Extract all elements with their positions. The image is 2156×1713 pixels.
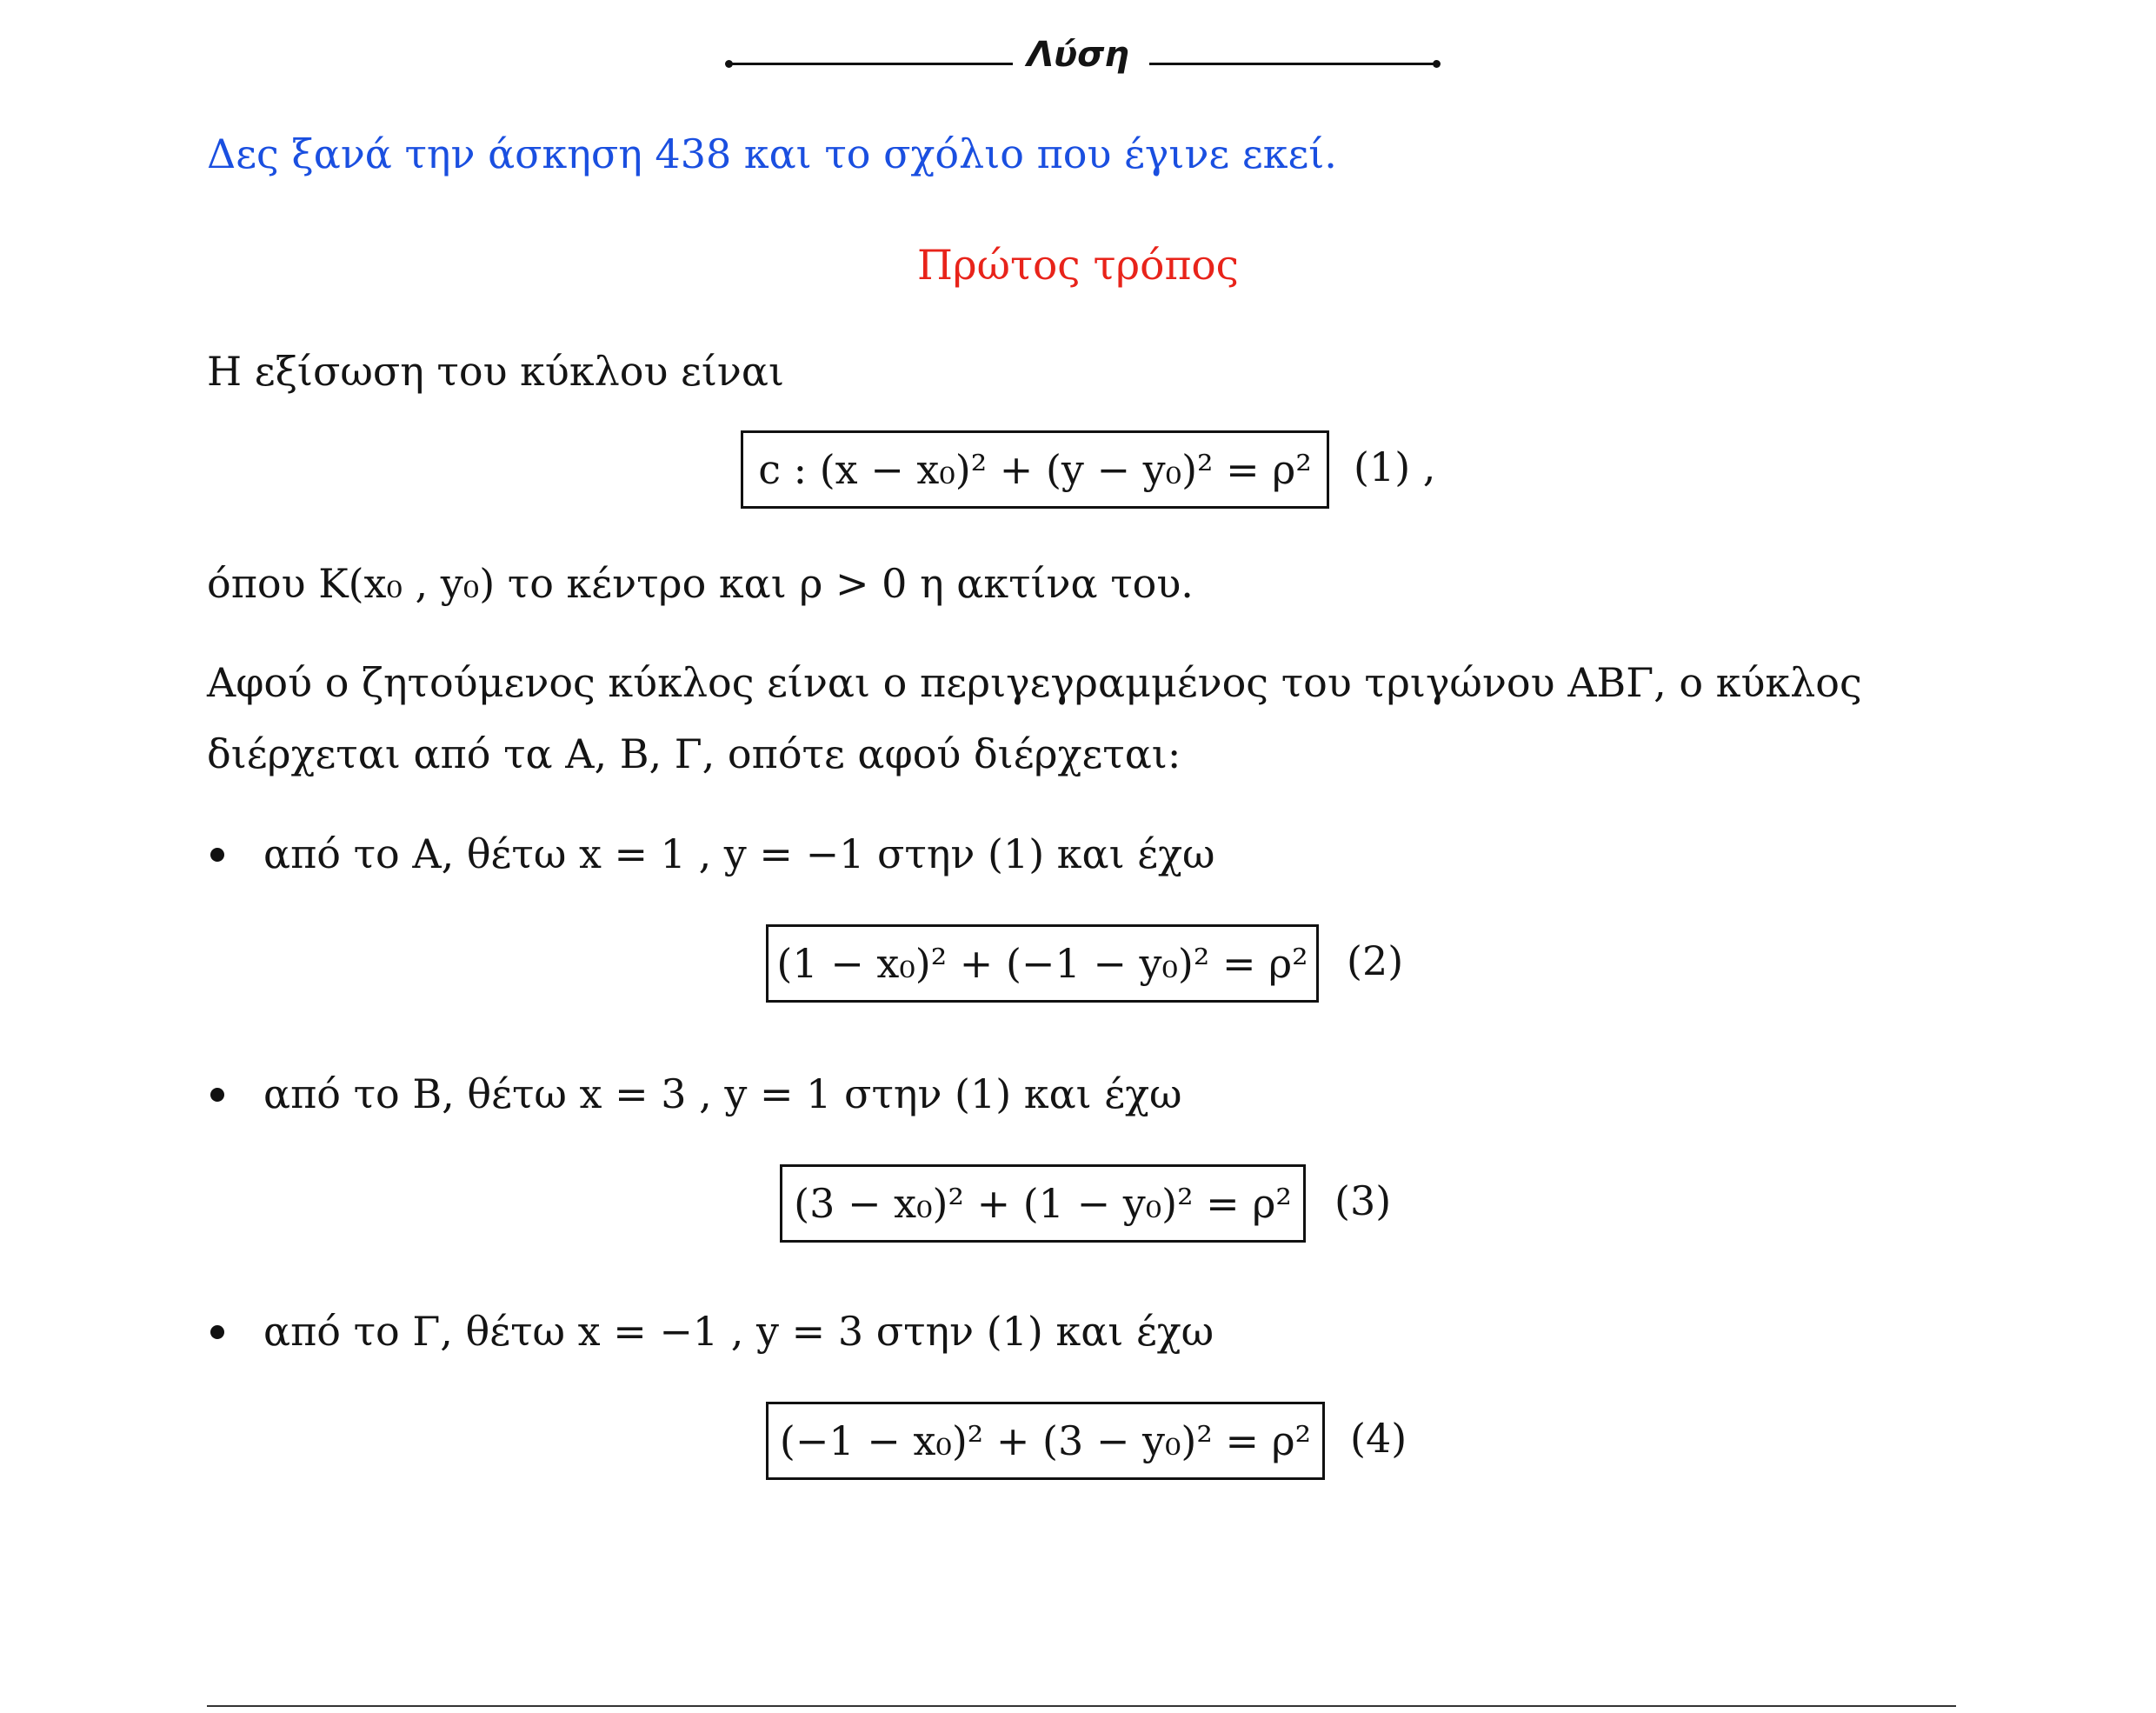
bullet-dot <box>210 848 224 862</box>
equation-1: c : (x − x₀)² + (y − y₀)² = ρ² <box>758 446 1312 493</box>
center-radius-text: όπου K(x₀ , y₀) το κέντρο και ρ > 0 η ακτίνα του. <box>207 560 1194 607</box>
bullet-point-a: από το Α, θέτω x = 1 , y = −1 στην (1) και έχω <box>263 830 1215 877</box>
equation-1-box <box>741 430 1329 509</box>
bullet-point-b: από το Β, θέτω x = 3 , y = 1 στην (1) και έχω <box>263 1070 1182 1117</box>
paragraph-line-1: Αφού ο ζητούμενος κύκλος είναι ο περιγεγραμμένος του τριγώνου ΑΒΓ, ο κύκλος <box>207 659 1862 706</box>
equation-4-label: (4) <box>1350 1415 1407 1462</box>
equation-2: (1 − x₀)² + (−1 − y₀)² = ρ² <box>776 940 1308 987</box>
solution-heading: Λύση <box>1027 35 1129 75</box>
equation-4: (−1 − x₀)² + (3 − y₀)² = ρ² <box>779 1417 1312 1464</box>
equation-3-box <box>780 1164 1306 1243</box>
bullet-dot <box>210 1088 224 1102</box>
equation-3: (3 − x₀)² + (1 − y₀)² = ρ² <box>794 1180 1292 1227</box>
equation-1-label: (1) , <box>1354 443 1436 490</box>
equation-2-box <box>766 924 1319 1003</box>
header-left-rule <box>730 63 1013 65</box>
bullet-point-c: από το Γ, θέτω x = −1 , y = 3 στην (1) και έχω <box>263 1308 1214 1355</box>
paragraph-line-2: διέρχεται από τα Α, Β, Γ, οπότε αφού διέρχεται: <box>207 730 1181 777</box>
header-right-rule <box>1149 63 1436 65</box>
equation-3-label: (3) <box>1334 1177 1392 1224</box>
header-right-dot <box>1433 60 1441 68</box>
footer-rule <box>207 1705 1956 1707</box>
bullet-dot <box>210 1325 224 1339</box>
intro-text: Η εξίσωση του κύκλου είναι <box>207 348 784 395</box>
equation-2-label: (2) <box>1347 937 1404 984</box>
reference-note: Δες ξανά την άσκηση 438 και το σχόλιο που έγινε εκεί. <box>207 130 1337 177</box>
method-title: Πρώτος τρόπος <box>917 242 1239 290</box>
equation-4-box <box>766 1402 1325 1480</box>
